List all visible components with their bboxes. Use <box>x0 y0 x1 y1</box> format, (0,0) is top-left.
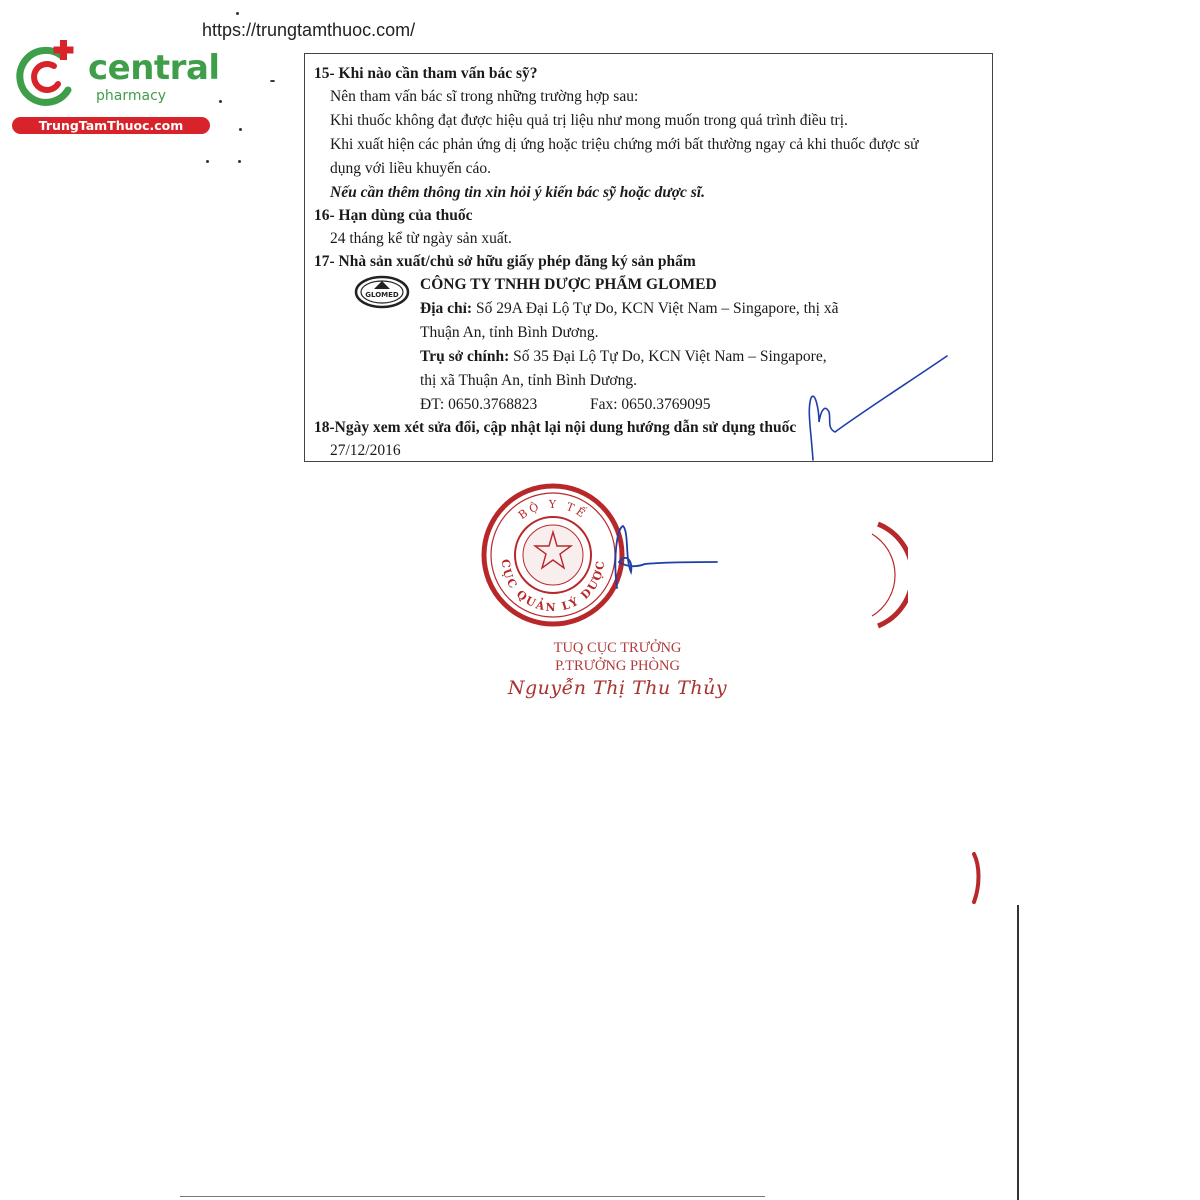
seal-top-text: BỘ Y TẾ <box>516 497 590 522</box>
signatory-name: Nguyễn Thị Thu Thủy <box>507 677 728 699</box>
page-url[interactable]: https://trungtamthuoc.com/ <box>202 20 416 40</box>
section-16-title: 16- Hạn dùng của thuốc <box>314 207 473 224</box>
section-15-title: 15- Khi nào cần tham vấn bác sỹ? <box>314 65 538 82</box>
page-edge-line <box>1017 905 1019 1200</box>
section-17-title: 17- Nhà sản xuất/chủ sở hữu giấy phép đăng ký sản phẩm <box>314 253 696 270</box>
company-signature <box>805 350 955 470</box>
headquarters-line-2: thị xã Thuận An, tỉnh Bình Dương. <box>420 372 637 389</box>
seal-fragment <box>966 852 986 904</box>
address-line <box>420 297 982 321</box>
brand-sub: pharmacy <box>96 88 167 104</box>
company-name: CÔNG TY TNHH DƯỢC PHẨM GLOMED <box>420 276 717 293</box>
section-18-title: 18-Ngày xem xét sửa đổi, cập nhật lại nội dung hướng dẫn sử dụng thuốc <box>314 419 797 436</box>
section-16-text: 24 tháng kể từ ngày sản xuất. <box>330 230 512 247</box>
central-pharmacy-logo <box>10 38 225 138</box>
scan-dot <box>236 12 239 15</box>
pharmacy-cross-icon <box>10 38 90 118</box>
address-text: Số 29A Đại Lộ Tự Do, KCN Việt Nam – Singapore, thị xã <box>475 300 839 317</box>
scan-dot <box>219 100 222 103</box>
svg-text:GLOMED: GLOMED <box>365 291 399 299</box>
official-signature <box>605 518 725 598</box>
section-15-note: Nếu cần thêm thông tin xin hỏi ý kiến bác sỹ hoặc dược sĩ. <box>330 184 705 201</box>
scan-dot <box>238 160 241 163</box>
section-15-line: Khi thuốc không đạt được hiệu quả trị liệu như mong muốn trong quá trình điều trị. <box>330 112 848 129</box>
fax-number: Fax: 0650.3769095 <box>590 396 711 413</box>
page-bottom-line <box>180 1196 765 1197</box>
signatory-title: TUQ CỤC TRƯỞNG <box>553 640 682 656</box>
address-label: Địa chỉ: <box>420 300 473 317</box>
scan-dot <box>239 128 242 131</box>
signatory-position: P.TRƯỞNG PHÒNG <box>555 658 680 674</box>
headquarters-text: Số 35 Đại Lộ Tự Do, KCN Việt Nam – Singapore, <box>513 348 827 365</box>
section-18-date: 27/12/2016 <box>330 442 401 459</box>
seal-bottom-text: CỤC QUẢN LÝ DƯỢC <box>498 558 608 615</box>
address-line-2: Thuận An, tỉnh Bình Dương. <box>420 324 599 341</box>
brand-name: central <box>88 48 220 88</box>
scan-dot <box>206 160 209 163</box>
headquarters-label: Trụ sở chính: <box>420 348 510 365</box>
signatory-block <box>500 639 735 697</box>
phone-number: ĐT: 0650.3768823 <box>420 396 538 413</box>
section-15-line: Nên tham vấn bác sĩ trong những trường hợp sau: <box>330 88 639 105</box>
section-15-line: dụng với liều khuyến cáo. <box>330 160 492 177</box>
glomed-logo-icon <box>354 275 410 309</box>
brand-site: TrungTamThuoc.com <box>12 117 210 134</box>
scan-dot <box>270 80 275 82</box>
partial-seal <box>868 520 908 630</box>
section-15-line: Khi xuất hiện các phản ứng dị ứng hoặc triệu chứng mới bất thường ngay cả khi thuốc được sử <box>330 136 919 153</box>
